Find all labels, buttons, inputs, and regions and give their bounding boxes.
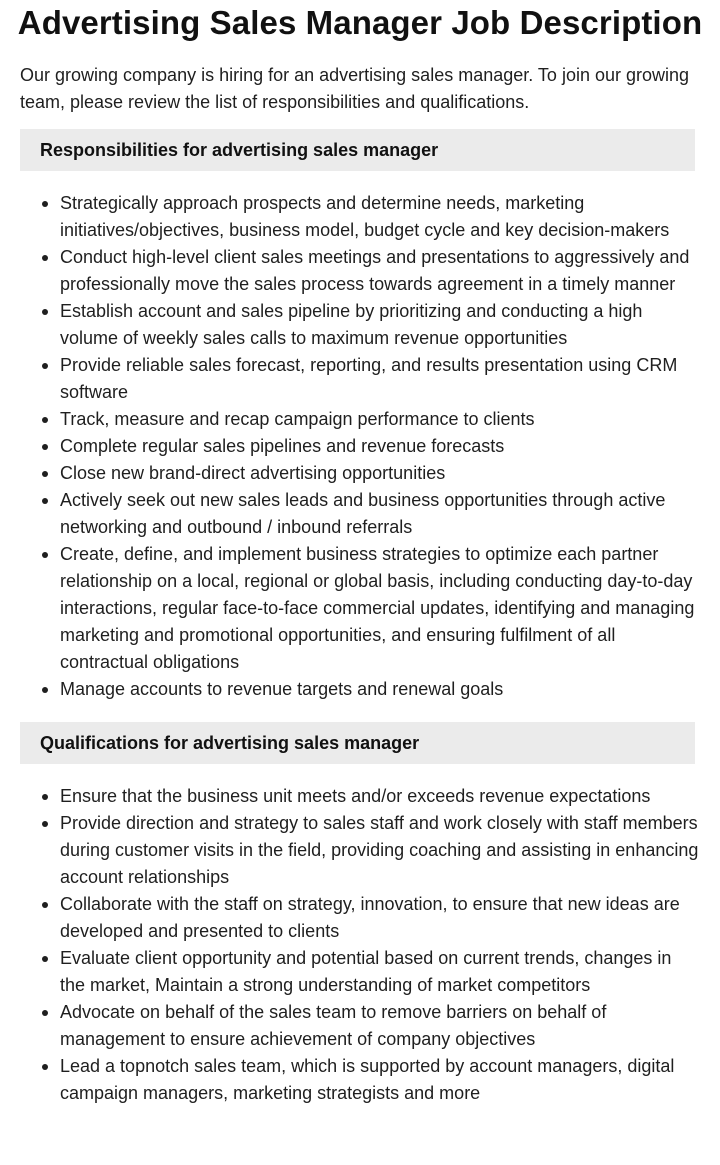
responsibilities-heading: Responsibilities for advertising sales manager xyxy=(20,129,695,171)
qualification-item: Collaborate with the staff on strategy, innovation, to ensure that new ideas are developed and presented to clients xyxy=(20,891,700,945)
responsibility-item: Strategically approach prospects and determine needs, marketing initiatives/objectives, business model, budget cycle and key decision-makers xyxy=(20,190,700,244)
qualification-item: Evaluate client opportunity and potential based on current trends, changes in the market, Maintain a strong understanding of market competitors xyxy=(20,945,700,999)
responsibility-item: Actively seek out new sales leads and business opportunities through active networking and outbound / inbound referrals xyxy=(20,487,700,541)
page-title: Advertising Sales Manager Job Description xyxy=(17,4,703,41)
qualifications-list xyxy=(20,783,700,1107)
qualification-item: Advocate on behalf of the sales team to remove barriers on behalf of management to ensure achievement of company objectives xyxy=(20,999,700,1053)
qualifications-heading: Qualifications for advertising sales manager xyxy=(20,722,695,764)
responsibility-item: Track, measure and recap campaign performance to clients xyxy=(20,406,700,433)
responsibility-item: Complete regular sales pipelines and revenue forecasts xyxy=(20,433,700,460)
responsibility-item: Manage accounts to revenue targets and renewal goals xyxy=(20,676,700,703)
qualification-item: Provide direction and strategy to sales staff and work closely with staff members during customer visits in the field, providing coaching and assisting in enhancing account relationships xyxy=(20,810,700,891)
responsibility-item: Conduct high-level client sales meetings and presentations to aggressively and professionally move the sales process towards agreement in a timely manner xyxy=(20,244,700,298)
responsibility-item: Establish account and sales pipeline by prioritizing and conducting a high volume of weekly sales calls to maximum revenue opportunities xyxy=(20,298,700,352)
qualification-item: Ensure that the business unit meets and/or exceeds revenue expectations xyxy=(20,783,700,810)
responsibility-item: Provide reliable sales forecast, reporting, and results presentation using CRM software xyxy=(20,352,700,406)
intro-paragraph: Our growing company is hiring for an advertising sales manager. To join our growing team, please review the list of responsibilities and qualifications. xyxy=(20,65,690,112)
qualification-item: Lead a topnotch sales team, which is supported by account managers, digital campaign managers, marketing strategists and more xyxy=(20,1053,700,1107)
responsibility-item: Close new brand-direct advertising opportunities xyxy=(20,460,700,487)
responsibilities-list xyxy=(20,190,700,703)
responsibility-item: Create, define, and implement business strategies to optimize each partner relationship on a local, regional or global basis, including conducting day-to-day interactions, regular face-to-face commercial updates, identifying and managing marketing and promotional opportunities, and ensuring fulfilment of all contractual obligations xyxy=(20,541,700,676)
